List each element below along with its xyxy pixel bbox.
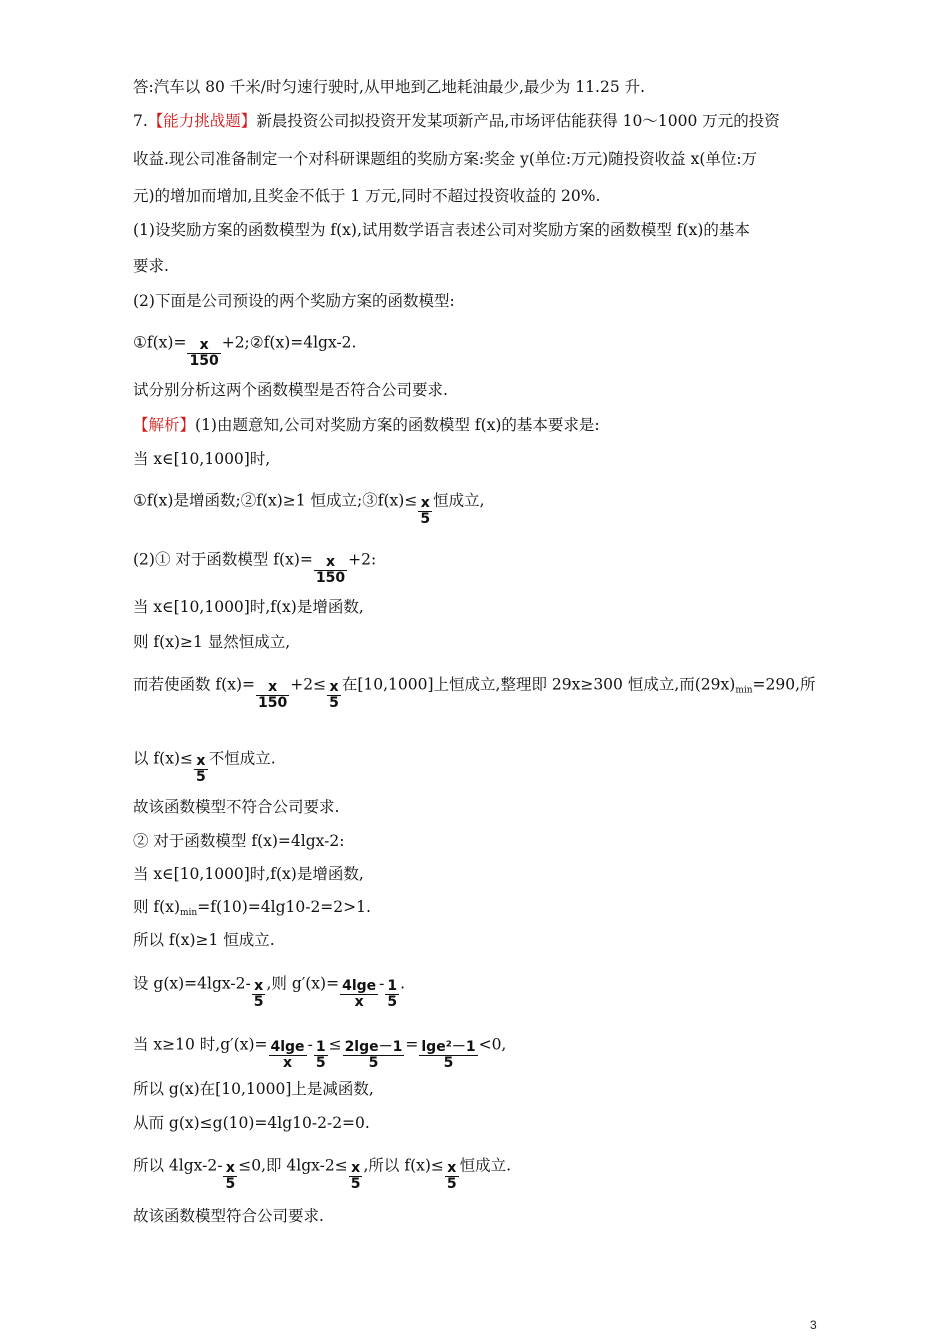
analyze-line: 试分别分析这两个函数模型是否符合公司要求. bbox=[133, 381, 448, 399]
model-1-line-1: 当 x∈[10,1000]时,f(x)是增函数, bbox=[133, 598, 364, 616]
model-1-line-3: 而若使函数 f(x)= $\frac{x}{150}$ +2≤ $\frac{x}{5}$ 在[10,1000]上恒成立,整理即 29x≥300 恒成立,而$(29x)_{min}=290$,所 bbox=[133, 675, 816, 711]
model-2-line-5: 当 x≥10 时,g′(x)= $\frac{4\lg e}{x}$ - $\frac{1}{5}$ ≤ $\frac{2\lg e-1}{5}$ = $\frac{\text{lge²－1}}{5}$ <0, bbox=[133, 1035, 507, 1071]
solution-line-2: 当 x∈[10,1000]时, bbox=[133, 450, 271, 468]
fraction: $\frac{x}{150}$ bbox=[258, 679, 288, 711]
model-2-conclusion: 故该函数模型符合公司要求. bbox=[133, 1207, 324, 1225]
fraction: $\frac{x}{5}$ bbox=[196, 753, 206, 785]
problem-number: 7. bbox=[133, 112, 148, 130]
fraction: $\frac{1}{5}$ bbox=[387, 978, 398, 1010]
problem-7-line-3: 元)的增加而增加,且奖金不低于 1 万元,同时不超过投资收益的 20%. bbox=[133, 187, 601, 205]
fraction: $\frac{x}{5}$ bbox=[420, 495, 431, 527]
question-2-line: (2)下面是公司预设的两个奖励方案的函数模型: bbox=[133, 292, 455, 310]
answer-line: 答:汽车以 80 千米/时匀速行驶时,从甲地到乙地耗油最少,最少为 11.25 升. bbox=[133, 78, 646, 96]
fraction: $\frac{4\lg e}{x}$ bbox=[270, 1039, 305, 1071]
problem-7-line-2: 收益.现公司准备制定一个对科研课题组的奖励方案:奖金 y(单位:万元)随投资收益 x(单位:万 bbox=[133, 150, 758, 168]
model-2-line-4: 设 g(x)=4lgx-2- $\frac{x}{5}$ ,则 g′(x)= $\frac{4\lg e}{x}$ - $\frac{1}{5}$ . bbox=[133, 974, 406, 1010]
model-2-line-8: 所以 4lgx-2- $\frac{x}{5}$ ≤0,即 4lgx-2≤ $\frac{x}{5}$ ,所以 f(x)≤ $\frac{x}{5}$ 恒成立. bbox=[133, 1156, 512, 1192]
fraction: $\frac{\text{lge²－1}}{5}$ bbox=[421, 1039, 476, 1071]
solution-tag: 【解析】 bbox=[133, 416, 196, 434]
model-2-line-2: 则 $f(x)_{min}=f(10)=4\lg 10-2=2>1$. bbox=[133, 898, 371, 918]
model-2-line-6: 所以 g(x)在[10,1000]上是减函数, bbox=[133, 1080, 374, 1098]
model-2-line-7: 从而 g(x)≤g(10)=4lg10-2-2=0. bbox=[133, 1114, 370, 1132]
model-1-line-2: 则 f(x)≥1 显然恒成立, bbox=[133, 633, 291, 651]
model-2-heading: ② 对于函数模型 f(x)=4lgx-2: bbox=[133, 832, 345, 850]
fraction: $\frac{2\lg e-1}{5}$ bbox=[344, 1039, 403, 1071]
model-1-conclusion: 故该函数模型不符合公司要求. bbox=[133, 798, 340, 816]
fraction: $\frac{x}{5}$ bbox=[329, 679, 339, 711]
challenge-tag: 【能力挑战题】 bbox=[147, 112, 257, 130]
model-2-line-1: 当 x∈[10,1000]时,f(x)是增函数, bbox=[133, 865, 364, 883]
problem-text: 新晨投资公司拟投资开发某项新产品,市场评估能获得 10～1000 万元的投资 bbox=[256, 112, 780, 130]
fraction: $\frac{x}{150}$ bbox=[189, 337, 219, 369]
requirements-line: ①f(x)是增函数;②f(x)≥1 恒成立;③f(x)≤ $\frac{x}{5}$ 恒成立, bbox=[133, 491, 485, 527]
question-1-line-1: (1)设奖励方案的函数模型为 f(x),试用数学语言表述公司对奖励方案的函数模型 f(x)的基本 bbox=[133, 221, 750, 239]
solution-line-1: 【解析】(1)由题意知,公司对奖励方案的函数模型 f(x)的基本要求是: bbox=[133, 416, 600, 434]
fraction: $\frac{x}{5}$ bbox=[253, 978, 264, 1010]
model-2-line-3: 所以 f(x)≥1 恒成立. bbox=[133, 931, 275, 949]
page-number: 3 bbox=[810, 1318, 817, 1332]
fraction: $\frac{1}{5}$ bbox=[315, 1039, 326, 1071]
function-models-line: ①f(x)= $\frac{x}{150}$ +2;②f(x)=4lgx-2. bbox=[133, 333, 357, 369]
fraction: $\frac{x}{5}$ bbox=[446, 1160, 457, 1192]
fraction: $\frac{x}{5}$ bbox=[225, 1160, 236, 1192]
fraction: $\frac{4\lg e}{x}$ bbox=[342, 978, 377, 1010]
model-1-line-4: 以 f(x)≤ $\frac{x}{5}$ 不恒成立. bbox=[133, 749, 276, 785]
question-1-line-2: 要求. bbox=[133, 257, 169, 275]
problem-7-line-1 bbox=[133, 110, 780, 132]
fraction: $\frac{x}{5}$ bbox=[350, 1160, 361, 1192]
model-1-heading: (2)① 对于函数模型 f(x)= $\frac{x}{150}$ +2: bbox=[133, 550, 377, 586]
fraction: $\frac{x}{150}$ bbox=[315, 554, 346, 586]
